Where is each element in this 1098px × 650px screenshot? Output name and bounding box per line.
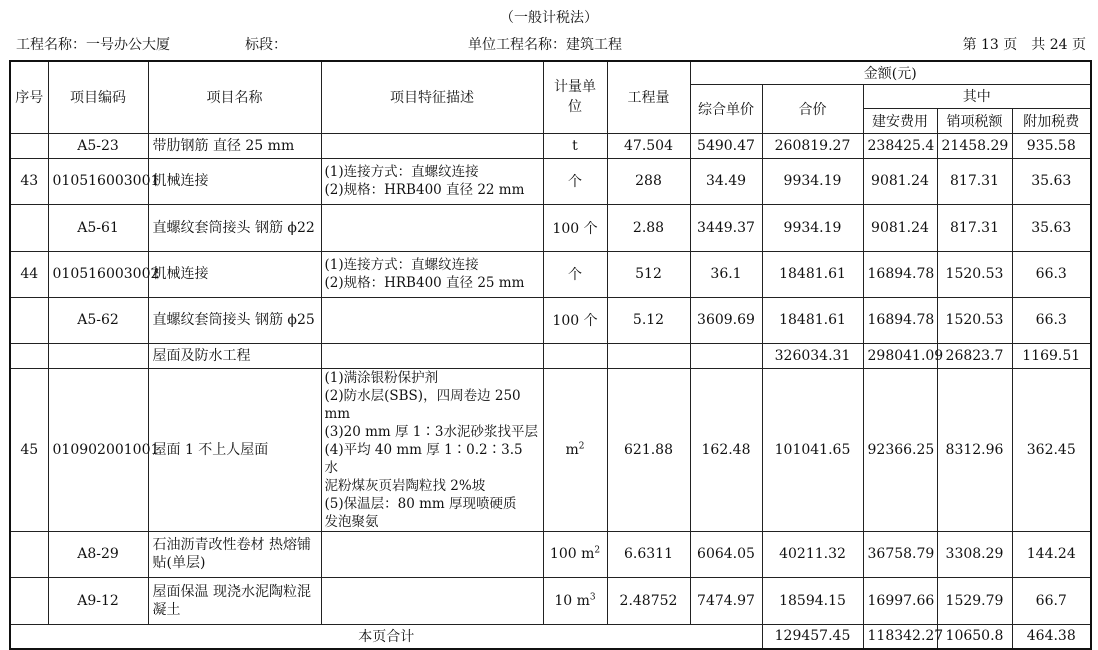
output-tax-cell: 26823.7: [937, 343, 1012, 368]
output-tax-cell: 1520.53: [937, 297, 1012, 343]
quantity-cell: 2.48752: [607, 577, 690, 624]
project-name: 工程名称：一号办公大厦: [16, 37, 170, 53]
unit-text: 100 个: [552, 313, 598, 329]
unit-price-cell: 6064.05: [690, 531, 762, 577]
unit-cell: [543, 531, 607, 577]
feature-line: (3)20 mm 厚 1∶3水泥砂浆找平层: [324, 423, 538, 440]
surcharge-cell: 362.45: [1012, 368, 1091, 531]
code-cell: 010902001001: [48, 368, 148, 531]
surcharge-cell: 35.63: [1012, 204, 1091, 251]
bill-of-quantities-table: [9, 60, 1092, 650]
code-cell: A5-61: [48, 204, 148, 251]
seq-cell: [10, 531, 48, 577]
table-row: [10, 204, 1091, 251]
construction-fee-cell: 16894.78: [863, 297, 937, 343]
name-cell: 屋面及防水工程: [148, 343, 321, 368]
code-cell: A5-62: [48, 297, 148, 343]
section-label: 标段：: [245, 37, 287, 53]
header-construction-fee: 建安费用: [863, 108, 937, 133]
header-seq: 序号: [10, 61, 48, 133]
feature-line: (1)连接方式：直螺纹连接: [324, 164, 479, 180]
unit-superscript: 2: [594, 545, 601, 556]
code-cell: A5-23: [48, 133, 148, 158]
feature-line: (2)规格：HRB400 直径 25 mm: [324, 275, 525, 291]
surcharge-cell: 1169.51: [1012, 343, 1091, 368]
seq-cell: 45: [10, 368, 48, 531]
output-tax-cell: 1529.79: [937, 577, 1012, 624]
feature-line: (2)规格：HRB400 直径 22 mm: [324, 182, 525, 198]
unit-text: 100 m: [549, 546, 595, 562]
output-tax-cell: 817.31: [937, 158, 1012, 204]
name-cell: 机械连接: [148, 251, 321, 297]
total-price-cell: 18594.15: [762, 577, 863, 624]
features-cell: [321, 577, 543, 624]
report-subtitle: （一般计税法）: [500, 10, 598, 26]
total-price-cell: 9934.19: [762, 158, 863, 204]
total-price-cell: 18481.61: [762, 297, 863, 343]
quantity-cell: 512: [607, 251, 690, 297]
unit-text: 个: [568, 174, 582, 190]
unit-price-cell: 36.1: [690, 251, 762, 297]
unit-cell: [543, 297, 607, 343]
seq-cell: 44: [10, 251, 48, 297]
total-price-cell: 326034.31: [762, 343, 863, 368]
code-cell: 010516003002: [48, 251, 148, 297]
page-total-construction-fee: 118342.27: [863, 624, 937, 649]
code-cell: A9-12: [48, 577, 148, 624]
unit-price-cell: 3449.37: [690, 204, 762, 251]
table-row: [10, 297, 1091, 343]
quantity-cell: 6.6311: [607, 531, 690, 577]
header-unit-price: 综合单价: [690, 84, 762, 133]
unit-text: m: [565, 441, 579, 458]
feature-line: (2)防水层(SBS)，四周卷边 250 mm: [324, 387, 521, 422]
unit-cell: [543, 251, 607, 297]
feature-line: (1)连接方式：直螺纹连接: [324, 257, 479, 273]
total-price-cell: 260819.27: [762, 133, 863, 158]
feature-line: (5)保温层：80 mm 厚现喷硬质: [324, 495, 517, 512]
quantity-cell: 288: [607, 158, 690, 204]
features-cell: [321, 297, 543, 343]
table-row: [10, 577, 1091, 624]
quantity-cell: 621.88: [607, 368, 690, 531]
unit-price-cell: [690, 343, 762, 368]
features-cell: [321, 343, 543, 368]
header-output-tax: 销项税额: [937, 108, 1012, 133]
code-cell: A8-29: [48, 531, 148, 577]
code-cell: [48, 343, 148, 368]
feature-line: (1)满涂银粉保护剂: [324, 369, 439, 386]
quantity-cell: 2.88: [607, 204, 690, 251]
name-cell: 屋面 1 不上人屋面: [148, 368, 321, 531]
output-tax-cell: 1520.53: [937, 251, 1012, 297]
unit-text: 个: [568, 267, 582, 283]
surcharge-cell: 935.58: [1012, 133, 1091, 158]
construction-fee-cell: 16894.78: [863, 251, 937, 297]
table-row: [10, 158, 1091, 204]
total-price-cell: 18481.61: [762, 251, 863, 297]
construction-fee-cell: 9081.24: [863, 158, 937, 204]
features-cell: [321, 204, 543, 251]
unit-price-cell: 5490.47: [690, 133, 762, 158]
total-price-cell: 9934.19: [762, 204, 863, 251]
table-body: [10, 133, 1091, 649]
total-price-cell: 101041.65: [762, 368, 863, 531]
features-cell: [321, 133, 543, 158]
output-tax-cell: 8312.96: [937, 368, 1012, 531]
unit-cell: [543, 343, 607, 368]
surcharge-cell: 66.7: [1012, 577, 1091, 624]
table-header: [10, 61, 1091, 133]
unit-price-cell: 162.48: [690, 368, 762, 531]
unit-project-name: 单位工程名称：建筑工程: [468, 37, 622, 53]
unit-cell: [543, 133, 607, 158]
header-code: 项目编码: [48, 61, 148, 133]
feature-line: (4)平均 40 mm 厚 1∶0.2∶3.5 水: [324, 441, 523, 476]
unit-superscript: 2: [578, 440, 585, 451]
features-cell: [321, 368, 543, 531]
header-name: 项目名称: [148, 61, 321, 133]
unit-price-cell: 7474.97: [690, 577, 762, 624]
page-total-row: [10, 624, 1091, 649]
table-row: [10, 251, 1091, 297]
quantity-cell: 47.504: [607, 133, 690, 158]
construction-fee-cell: 92366.25: [863, 368, 937, 531]
output-tax-cell: 21458.29: [937, 133, 1012, 158]
total-price-cell: 40211.32: [762, 531, 863, 577]
page-total-label: 本页合计: [10, 624, 762, 649]
name-cell: 机械连接: [148, 158, 321, 204]
surcharge-cell: 66.3: [1012, 251, 1091, 297]
seq-cell: [10, 577, 48, 624]
seq-cell: [10, 204, 48, 251]
construction-fee-cell: 16997.66: [863, 577, 937, 624]
table-row: [10, 133, 1091, 158]
unit-text: t: [572, 137, 578, 154]
page-number: 第 13 页 共 24 页: [962, 37, 1086, 53]
unit-price-cell: 34.49: [690, 158, 762, 204]
construction-fee-cell: 36758.79: [863, 531, 937, 577]
quantity-cell: 5.12: [607, 297, 690, 343]
header-surcharge: 附加税费: [1012, 108, 1091, 133]
seq-cell: 43: [10, 158, 48, 204]
name-cell: 石油沥青改性卷材 热熔铺贴(单层): [148, 531, 321, 577]
header-among: 其中: [863, 84, 1091, 108]
unit-cell: [543, 158, 607, 204]
name-cell: 屋面保温 现浇水泥陶粒混凝土: [148, 577, 321, 624]
page-total-price: 129457.45: [762, 624, 863, 649]
name-cell: 直螺纹套筒接头 钢筋 ϕ25: [148, 297, 321, 343]
unit-text: 100 个: [552, 220, 598, 237]
surcharge-cell: 66.3: [1012, 297, 1091, 343]
output-tax-cell: 3308.29: [937, 531, 1012, 577]
page-total-output-tax: 10650.8: [937, 624, 1012, 649]
features-cell: [321, 158, 543, 204]
surcharge-cell: 144.24: [1012, 531, 1091, 577]
output-tax-cell: 817.31: [937, 204, 1012, 251]
page-total-surcharge: 464.38: [1012, 624, 1091, 649]
header-total-price: 合价: [762, 84, 863, 133]
quantity-cell: [607, 343, 690, 368]
unit-price-cell: 3609.69: [690, 297, 762, 343]
features-cell: [321, 251, 543, 297]
table-row: [10, 531, 1091, 577]
seq-cell: [10, 343, 48, 368]
code-cell: 010516003001: [48, 158, 148, 204]
construction-fee-cell: 298041.09: [863, 343, 937, 368]
surcharge-cell: 35.63: [1012, 158, 1091, 204]
seq-cell: [10, 297, 48, 343]
feature-line: 发泡聚氨: [324, 513, 379, 530]
seq-cell: [10, 133, 48, 158]
header-quantity: 工程量: [607, 61, 690, 133]
unit-cell: [543, 368, 607, 531]
header-features: 项目特征描述: [321, 61, 543, 133]
construction-fee-cell: 9081.24: [863, 204, 937, 251]
header-amount: 金额(元): [690, 61, 1091, 84]
construction-fee-cell: 238425.4: [863, 133, 937, 158]
unit-superscript: 3: [589, 591, 596, 602]
table-row: [10, 343, 1091, 368]
unit-cell: [543, 577, 607, 624]
name-cell: 直螺纹套筒接头 钢筋 ϕ22: [148, 204, 321, 251]
table-row: [10, 368, 1091, 531]
header-unit: 计量单位: [543, 61, 607, 133]
unit-text: 10 m: [554, 592, 590, 609]
features-cell: [321, 531, 543, 577]
name-cell: 带肋钢筋 直径 25 mm: [148, 133, 321, 158]
feature-line: 泥粉煤灰页岩陶粒找 2%坡: [324, 477, 486, 494]
unit-cell: [543, 204, 607, 251]
